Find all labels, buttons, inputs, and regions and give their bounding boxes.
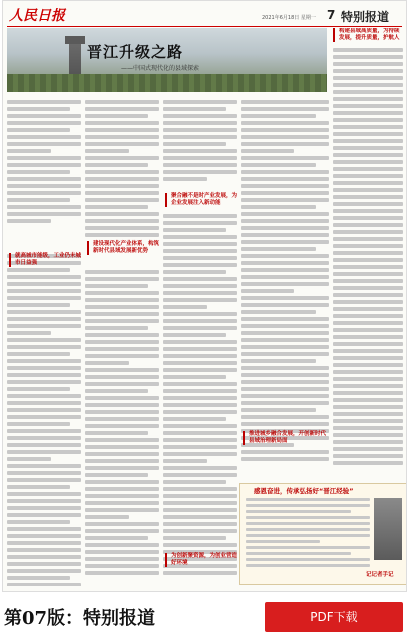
section-name: 特别报道 — [341, 10, 390, 24]
masthead — [7, 4, 402, 27]
pdf-download-button[interactable]: PDF下载 — [265, 602, 403, 632]
text-column-3 — [163, 100, 237, 586]
text-column-4 — [241, 100, 329, 480]
issue-date: 2021年6月18日 星期一 — [262, 15, 316, 21]
editor-note-title: 感恩奋进，传承弘扬好“晋江经验” — [254, 487, 354, 495]
section-subhead-2: 建设现代化产业体系，构筑新时代县域发展新优势 — [87, 241, 159, 255]
editor-note-photo — [374, 498, 402, 560]
section-subhead-4: 推进城乡融合发展，开创新时代县域治理新局面 — [243, 431, 331, 445]
section-subhead-3: 聚合融不是时产业发展，为企业发展注入新动能 — [165, 193, 237, 207]
editor-note-box — [239, 483, 407, 585]
page-number: 7 — [327, 8, 336, 22]
editor-note-author: 记记者手记 — [366, 572, 394, 578]
text-column-2 — [85, 100, 159, 586]
section-subhead-5: 为创新聚资源，为创业营造好环境 — [165, 553, 237, 567]
newspaper-logo: 人民日报 — [9, 8, 65, 24]
text-column-1 — [7, 100, 81, 586]
editor-note-text — [246, 498, 370, 570]
trees-image — [7, 74, 327, 92]
article-subhead: ——中国式现代化的县域探索 — [121, 65, 200, 72]
article-headline: 晋江升级之路 — [87, 43, 184, 61]
right-column — [333, 28, 403, 483]
page-label: 第07版：特别报道 — [4, 608, 156, 629]
section-subhead-1: 就高城市能级，工业仍未城市日益强 — [9, 253, 81, 267]
newspaper-page — [2, 0, 407, 592]
right-column-title: 构建县域高质量，为持续发展，提升质量，护航人 — [333, 28, 403, 42]
